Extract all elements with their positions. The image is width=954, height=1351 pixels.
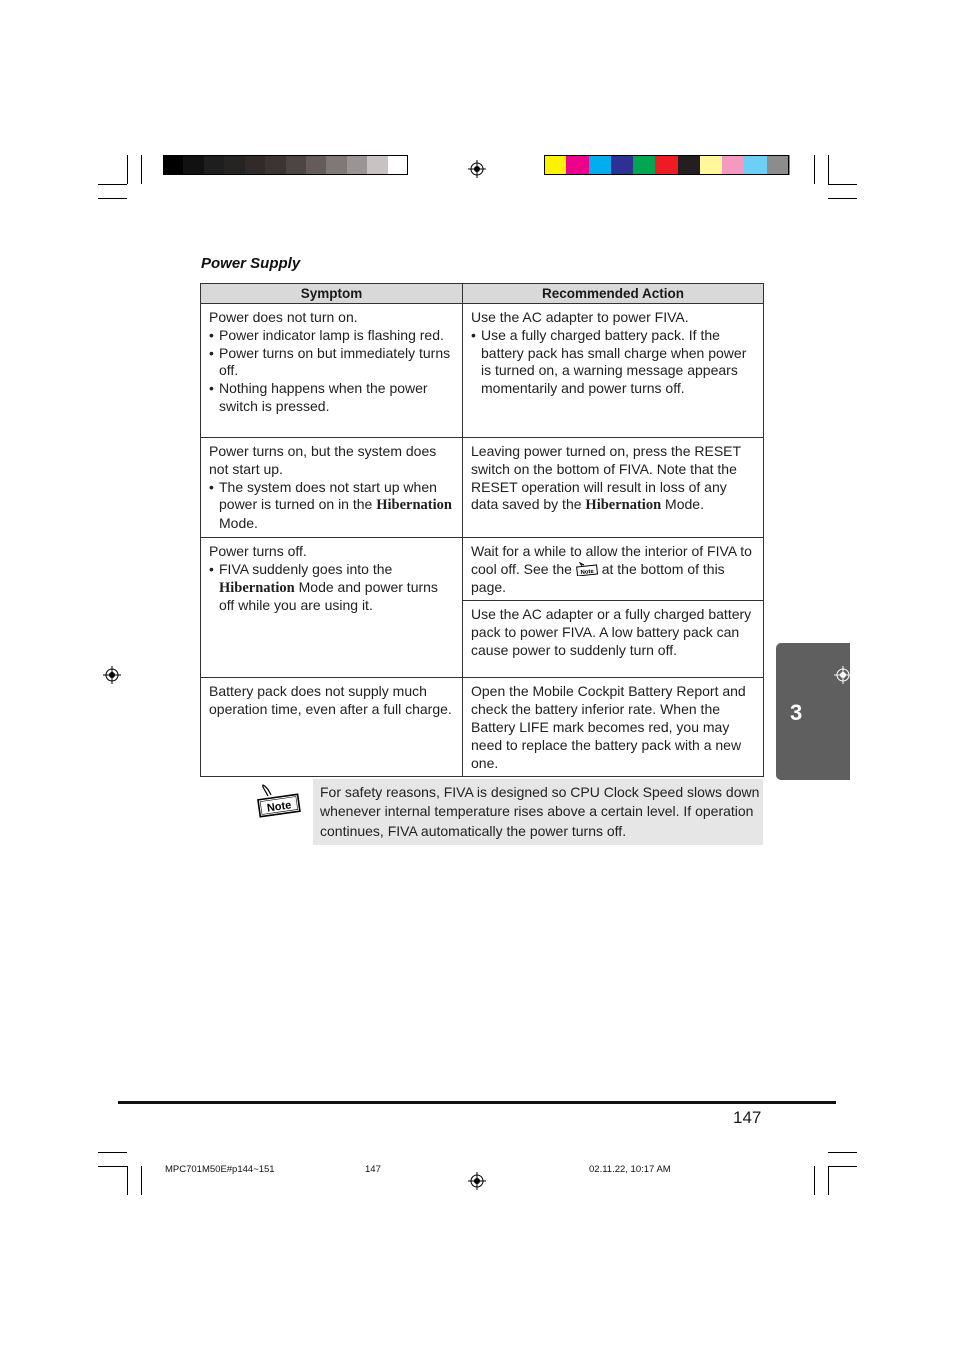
crop-mark xyxy=(828,1152,857,1153)
symptom-cell: Battery pack does not supply much operation time, even after a full charge. xyxy=(201,678,463,777)
table-row xyxy=(201,438,764,538)
action-cell: Leaving power turned on, press the RESET switch on the bottom of FIVA. Note that the RESET operation will result in loss of any data saved by the Hibernation Mode. xyxy=(463,438,764,538)
symptom-cell xyxy=(201,438,463,538)
symptom-intro: Power turns on, but the system does not start up. xyxy=(209,443,437,477)
symptom-intro: Power does not turn on. xyxy=(209,309,358,325)
svg-text:Note: Note xyxy=(580,568,595,576)
symptom-column-header: Symptom xyxy=(201,284,463,304)
crop-mark xyxy=(828,198,857,199)
crop-mark xyxy=(828,1166,829,1195)
chapter-tab xyxy=(776,643,850,780)
footer-rule xyxy=(118,1101,836,1104)
symptom-cell xyxy=(201,537,463,677)
crop-mark xyxy=(814,1166,815,1195)
crop-mark xyxy=(141,155,142,184)
action-cell: Wait for a while to allow the interior of FIVA to cool off. See the Note at the bottom of this page. xyxy=(463,537,764,600)
list-item: • The system does not start up when power is turned on in the Hibernation Mode. xyxy=(209,478,452,532)
crop-mark xyxy=(828,184,857,185)
registration-mark-icon xyxy=(468,1172,486,1190)
hibernation-term: Hibernation xyxy=(585,497,662,514)
action-intro: Use the AC adapter to power FIVA. xyxy=(471,309,689,325)
crop-mark xyxy=(98,1166,127,1167)
symptom-intro: Power turns off. xyxy=(209,542,307,559)
footer-filename: MPC701M50E#p144~151 xyxy=(165,1164,275,1175)
list-item: • Power indicator lamp is flashing red. xyxy=(209,326,444,343)
crop-mark xyxy=(141,1166,142,1195)
hibernation-term: Hibernation xyxy=(376,497,452,514)
table-row xyxy=(201,304,764,438)
registration-mark-icon xyxy=(834,666,852,684)
troubleshooting-table xyxy=(200,283,764,777)
section-title: Power Supply xyxy=(201,255,301,272)
registration-mark-icon xyxy=(468,160,486,178)
registration-mark-icon xyxy=(103,666,121,684)
crop-mark xyxy=(98,1152,127,1153)
table-header-row xyxy=(201,284,764,304)
table-row xyxy=(201,678,764,777)
note-box: For safety reasons, FIVA is designed so CPU Clock Speed slows down whenever internal temperature rises above a certain level. If operation continues, FIVA automatically the power turns off. xyxy=(313,779,763,845)
hibernation-term: Hibernation xyxy=(219,579,295,596)
chapter-number: 3 xyxy=(790,700,803,725)
color-bar-frame xyxy=(544,155,789,175)
action-cell: Use the AC adapter or a fully charged battery pack to power FIVA. A low battery pack can cause power to suddenly turn off. xyxy=(463,601,764,678)
note-icon xyxy=(576,562,598,576)
footer-page: 147 xyxy=(365,1164,381,1175)
list-item: • Nothing happens when the power switch is pressed. xyxy=(209,380,428,414)
list-item: • Use a fully charged battery pack. If the battery pack has small charge when power is turned on, a warning message appears momentarily and power turns off. xyxy=(471,326,747,397)
action-cell xyxy=(463,304,764,438)
crop-mark xyxy=(127,1166,128,1195)
action-cell: Open the Mobile Cockpit Battery Report and check the battery inferior rate. When the Battery LIFE mark becomes red, you may need to replace the battery pack with a new one. xyxy=(463,678,764,777)
crop-mark xyxy=(98,184,127,185)
symptom-cell xyxy=(201,304,463,438)
grayscale-bar-frame xyxy=(163,155,408,175)
svg-text:Note: Note xyxy=(266,799,293,815)
action-column-header: Recommended Action xyxy=(463,284,764,304)
crop-mark xyxy=(98,198,127,199)
footer-timestamp: 02.11.22, 10:17 AM xyxy=(589,1164,671,1175)
table-row xyxy=(201,537,764,600)
list-item: • Power turns on but immediately turns off. xyxy=(209,344,451,379)
page-number: 147 xyxy=(733,1108,762,1127)
list-item: • FIVA suddenly goes into the Hibernation Mode and power turns off while you are using it. xyxy=(209,560,438,614)
crop-mark xyxy=(828,1166,857,1167)
note-icon xyxy=(254,784,304,820)
crop-mark xyxy=(127,155,128,184)
crop-mark xyxy=(828,155,829,184)
crop-mark xyxy=(814,155,815,184)
